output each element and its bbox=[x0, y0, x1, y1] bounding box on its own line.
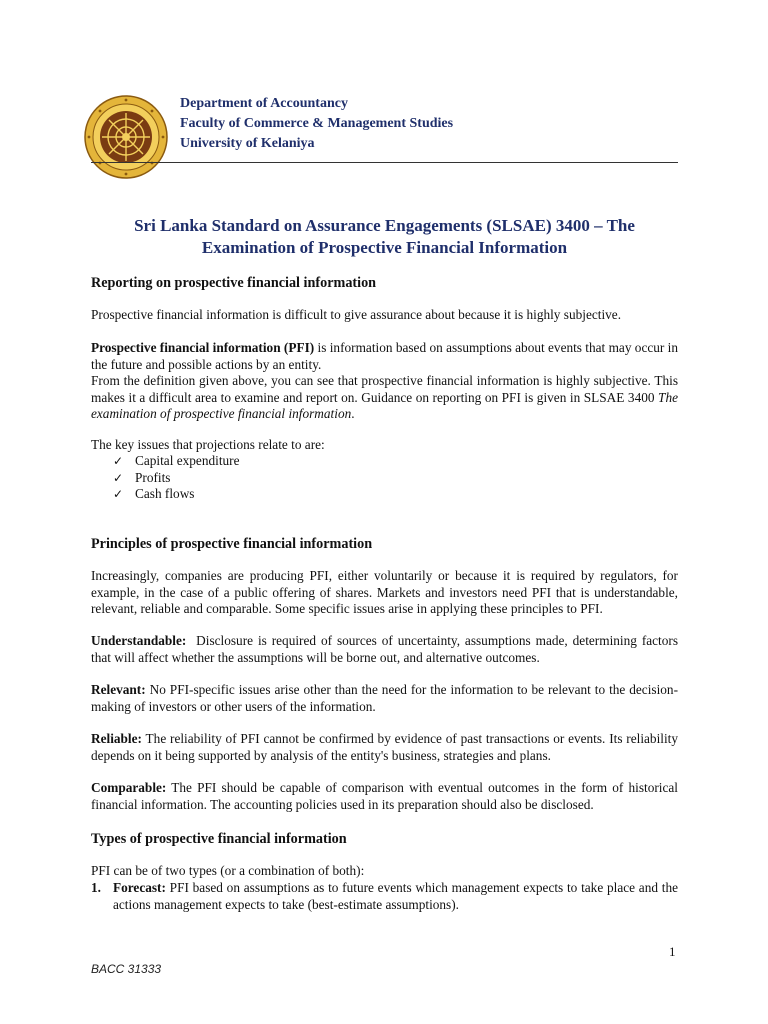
principle-understandable: Understandable: Disclosure is required of sources of uncertainty, assumptions made, determining factors that will affect whether the assumptions will be borne out, and alternative outcomes. bbox=[91, 633, 682, 665]
department-name: Department of Accountancy bbox=[180, 96, 348, 111]
page-title: Sri Lanka Standard on Assurance Engagements (SLSAE) 3400 – The Examination of Prospective Financial Information bbox=[134, 216, 635, 257]
principle-relevant: Relevant: No PFI-specific issues arise other than the need for the information to be relevant to the decision-making of investors or other users of the information. bbox=[91, 682, 678, 714]
checkmark-icon: ✓ bbox=[113, 454, 124, 468]
list-item-forecast: 1. Forecast: PFI based on assumptions as to future events which management expects to take place and the actions management expects to take (best-estimate assumptions). bbox=[91, 880, 678, 912]
pfi-definition: Prospective financial information (PFI) is information based on assumptions about events that may occur in the future and possible actions by an entity. bbox=[91, 340, 679, 372]
list-item: ✓ Capital expenditure bbox=[113, 453, 240, 468]
pfi-subjective-paragraph: From the definition given above, you can see that prospective financial information is highly subjective. This makes it a difficult area to examine and report on. Guidance on reporting on PFI is given in SLSAE 3400 The examination of prospective financial information. bbox=[91, 373, 678, 421]
principles-intro: Increasingly, companies are producing PFI, either voluntarily or because it is required by regulators, for example, in the case of a public offering of shares. Markets and investors need PFI that is understandable, relevant, reliable and comparable. Some specific issues arise in applying these principles to PFI. bbox=[91, 568, 678, 616]
university-seal-icon bbox=[84, 95, 168, 179]
section-heading-principles: Principles of prospective financial information bbox=[91, 536, 373, 552]
principle-comparable: Comparable: The PFI should be capable of comparison with eventual outcomes in the form of historical financial information. The accounting policies used in its preparation should also be disclosed. bbox=[91, 780, 678, 812]
reporting-intro: Prospective financial information is difficult to give assurance about because it is highly subjective. bbox=[91, 307, 622, 322]
key-issues-label: The key issues that projections relate to are: bbox=[91, 437, 325, 452]
list-item: ✓ Profits bbox=[113, 469, 171, 485]
faculty-name: Faculty of Commerce & Management Studies bbox=[180, 116, 454, 131]
principle-reliable: Reliable: The reliability of PFI cannot be confirmed by evidence of past transactions or events. Its reliability depends on it being supported by analysis of the entity's business, strategies and plans. bbox=[91, 731, 678, 763]
university-name: University of Kelaniya bbox=[180, 136, 315, 151]
checkmark-icon: ✓ bbox=[113, 470, 124, 485]
checkmark-icon: ✓ bbox=[113, 487, 124, 501]
list-item: ✓ Cash flows bbox=[113, 486, 195, 501]
department-header bbox=[180, 94, 453, 154]
types-intro: PFI can be of two types (or a combination of both): bbox=[91, 863, 365, 878]
header-divider bbox=[91, 162, 678, 163]
section-heading-reporting: Reporting on prospective financial information bbox=[91, 275, 377, 291]
key-issues-list bbox=[113, 453, 240, 503]
course-code-footer: BACC 31333 bbox=[91, 962, 162, 976]
section-heading-types: Types of prospective financial information bbox=[91, 831, 347, 847]
page-number: 1 bbox=[669, 944, 676, 959]
